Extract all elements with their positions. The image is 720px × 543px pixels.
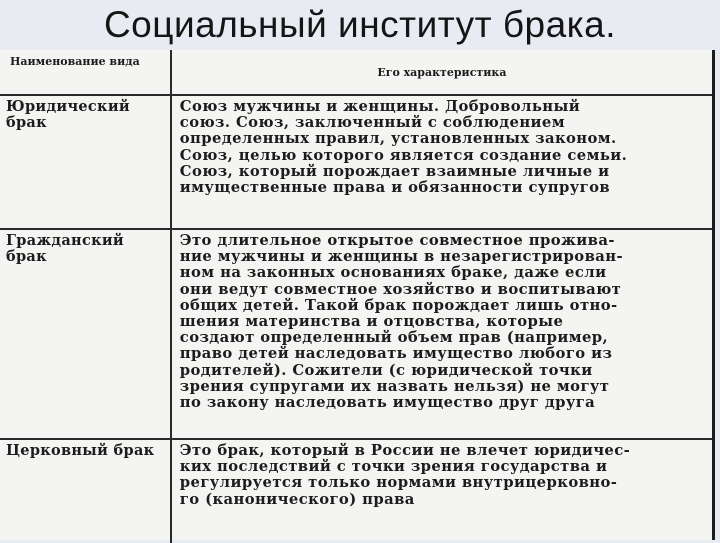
marriage-types-table xyxy=(0,50,715,540)
marriage-type-description xyxy=(171,95,712,229)
description-line: регулируется только нормами внутрицерковно- xyxy=(179,474,618,492)
description-line: союз. Союз, заключенный с соблюдением xyxy=(179,114,565,132)
description-line: они ведут совместное хозяйство и воспитывают xyxy=(179,280,622,298)
table-row xyxy=(0,229,712,439)
table-row xyxy=(0,439,712,543)
description-line: Союз, который порождает взаимные личные и xyxy=(179,162,610,180)
description-line: Союз мужчины и женщины. Добровольный xyxy=(179,98,581,115)
description-line: ном на законных основаниях браке, даже если xyxy=(179,264,607,282)
marriage-type-name: Гражданский брак xyxy=(0,229,171,439)
marriage-type-description xyxy=(171,229,712,439)
description-line: го (канонического) права xyxy=(179,490,415,508)
description-line: определенных правил, установленных законом. xyxy=(179,130,617,148)
table-row xyxy=(0,95,712,229)
description-line: право детей наследовать имущество любого из xyxy=(179,345,613,363)
marriage-type-name: Юридический брак xyxy=(0,95,171,229)
description-line: ние мужчины и женщины в незарегистрирован- xyxy=(179,248,624,266)
description-line: родителей). Сожители (с юридической точки xyxy=(179,361,593,379)
marriage-type-name: Церковный брак xyxy=(0,439,171,543)
table-header-row xyxy=(0,50,712,95)
description-line: создают определенный объем прав (например, xyxy=(179,329,609,347)
header-description-column: Его характеристика xyxy=(377,66,507,79)
slide-title: Социальный институт брака. xyxy=(103,4,617,45)
description-line: Это брак, который в России не влечет юридичес- xyxy=(179,442,631,459)
header-name-column: Наименование вида xyxy=(0,50,171,95)
description-line: зрения супругами их назвать нельзя) не могут xyxy=(179,377,610,395)
description-line: имущественные права и обязанности супругов xyxy=(179,179,611,197)
description-line: ких последствий с точки зрения государства и xyxy=(179,458,608,476)
description-line: общих детей. Такой брак порождает лишь отно- xyxy=(179,296,618,314)
description-line: по закону наследовать имущество друг друга xyxy=(179,394,596,412)
description-line: Союз, целью которого является создание семьи. xyxy=(179,146,628,164)
description-line: Это длительное открытое совместное прожива- xyxy=(179,232,615,249)
marriage-type-description xyxy=(171,439,712,543)
description-line: шения материнства и отцовства, которые xyxy=(179,313,564,331)
